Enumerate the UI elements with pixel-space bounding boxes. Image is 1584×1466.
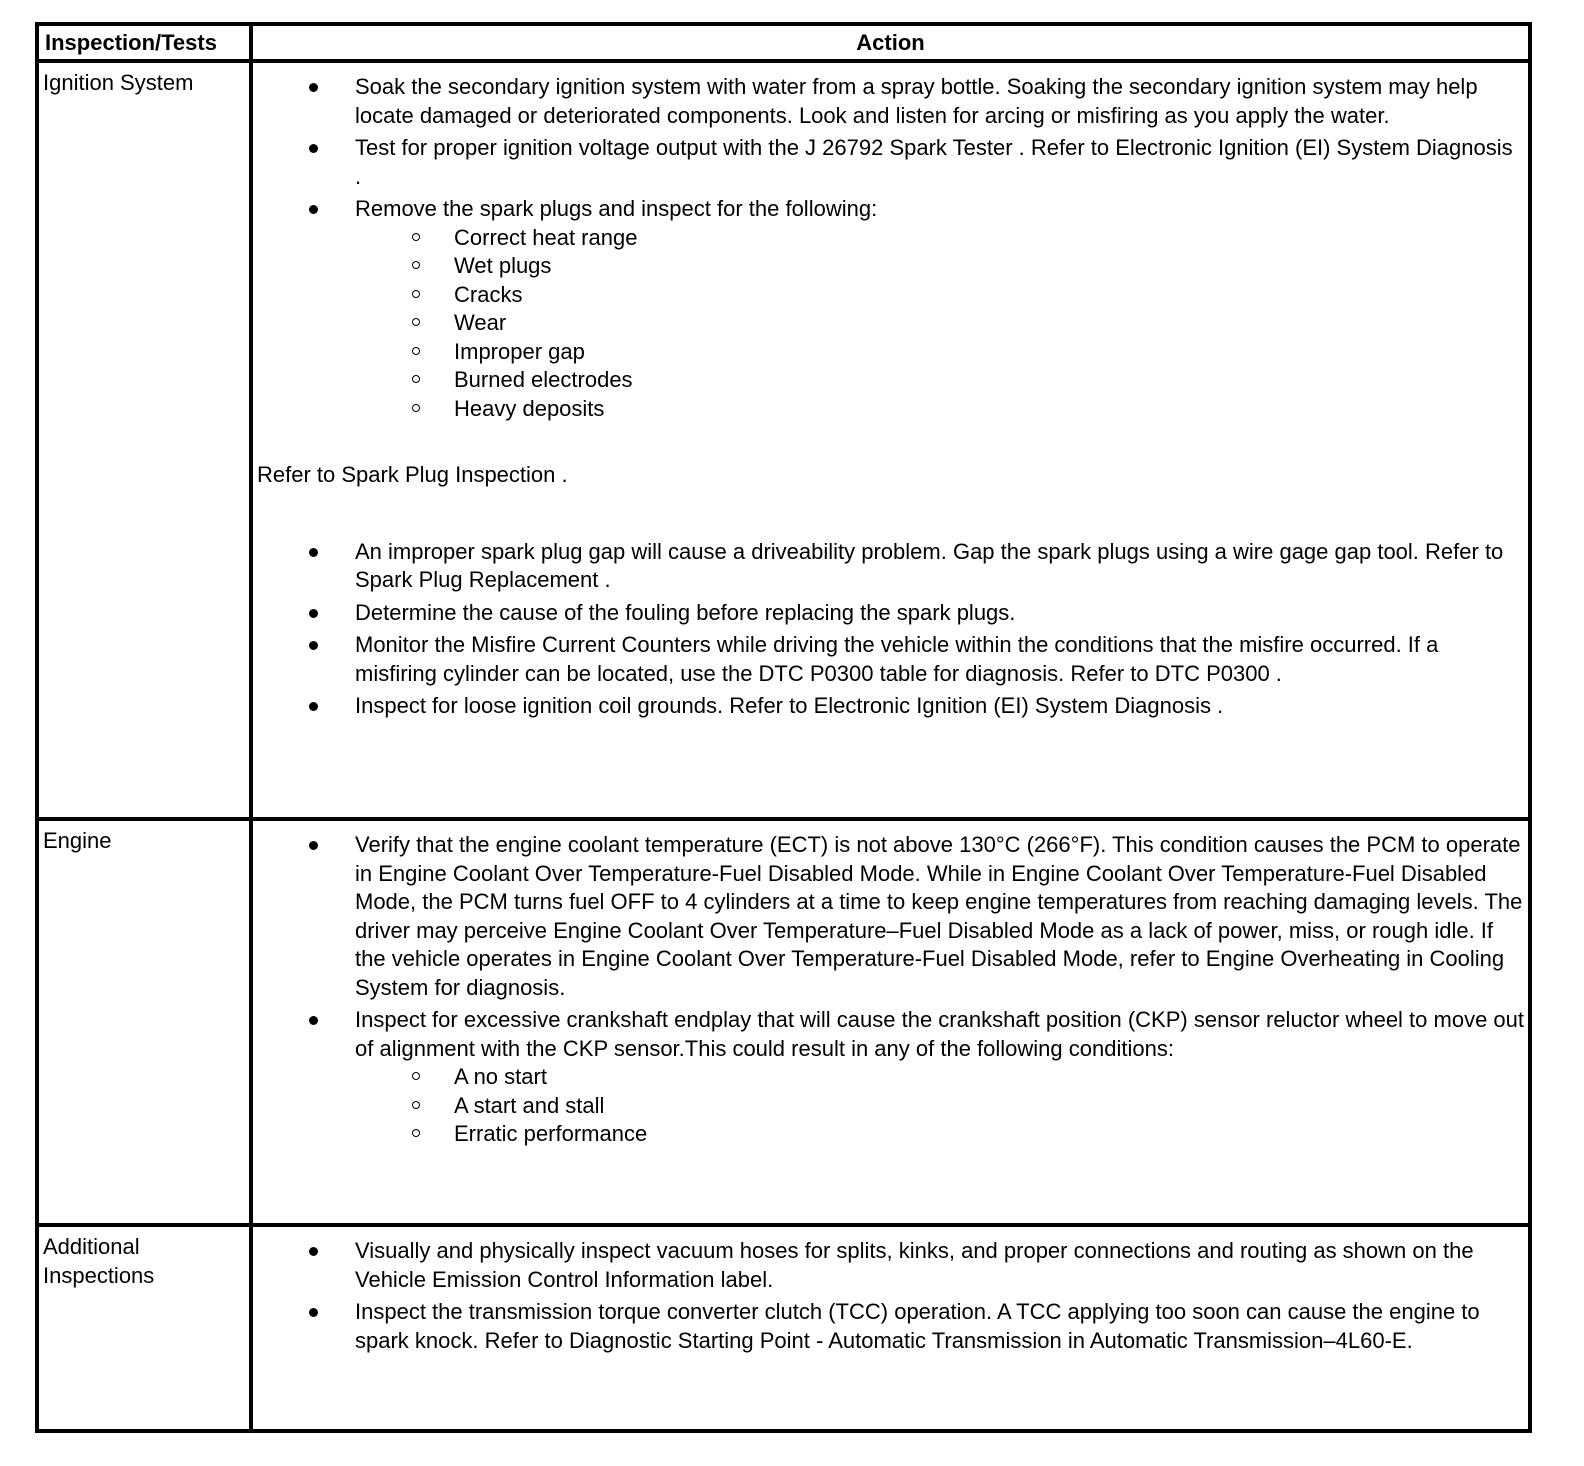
list-item: Inspect for loose ignition coil grounds. Refer to Electronic Ignition (EI) System Diagnosis . bbox=[253, 692, 1524, 721]
bullet-icon bbox=[309, 548, 318, 557]
circle-bullet-icon bbox=[412, 318, 420, 326]
bullet-list bbox=[253, 831, 1524, 1149]
list-item: Inspect the transmission torque converter clutch (TCC) operation. A TCC applying too soon can cause the engine to spark knock. Refer to Diagnostic Starting Point - Automatic Transmission in Automatic Transmission–4L60-E. bbox=[253, 1298, 1524, 1355]
sub-list-item: A start and stall bbox=[355, 1092, 1524, 1121]
category-cell: Additional Inspections bbox=[37, 1225, 251, 1431]
table-row-ignition-system bbox=[37, 61, 1530, 819]
bullet-icon bbox=[309, 841, 318, 850]
list-item: Test for proper ignition voltage output with the J 26792 Spark Tester . Refer to Electronic Ignition (EI) System Diagnosis . bbox=[253, 134, 1524, 191]
bullet-icon bbox=[309, 1247, 318, 1256]
sub-list-item: Burned electrodes bbox=[355, 366, 1524, 395]
bullet-list bbox=[253, 73, 1524, 423]
sub-list-item: Improper gap bbox=[355, 338, 1524, 367]
circle-bullet-icon bbox=[412, 375, 420, 383]
bullet-icon bbox=[309, 205, 318, 214]
list-item: Visually and physically inspect vacuum hoses for splits, kinks, and proper connections and routing as shown on the Vehicle Emission Control Information label. bbox=[253, 1237, 1524, 1294]
sub-list-item: Wet plugs bbox=[355, 252, 1524, 281]
list-item: Monitor the Misfire Current Counters while driving the vehicle within the conditions that the misfire occurred. If a misfiring cylinder can be located, use the DTC P0300 table for diagnosis. Refer to DTC P0300 . bbox=[253, 631, 1524, 688]
bullet-icon bbox=[309, 83, 318, 92]
header-row bbox=[37, 24, 1530, 61]
list-item: Verify that the engine coolant temperature (ECT) is not above 130°C (266°F). This condition causes the PCM to operate in Engine Coolant Over Temperature-Fuel Disabled Mode. While in Engine Coolant Over Temperature-Fuel Disabled Mode, the PCM turns fuel OFF to 4 cylinders at a time to keep engine temperatures from reaching damaging levels. The driver may perceive Engine Coolant Over Temperature–Fuel Disabled Mode as a lack of power, miss, or rough idle. If the vehicle operates in Engine Coolant Over Temperature-Fuel Disabled Mode, refer to Engine Overheating in Cooling System for diagnosis. bbox=[253, 831, 1524, 1002]
bullet-icon bbox=[309, 1308, 318, 1317]
table-row-engine bbox=[37, 819, 1530, 1225]
list-item: Remove the spark plugs and inspect for the following: Correct heat range Wet plugs Cracks Wear Improper gap Burned electrodes Heavy deposits bbox=[253, 195, 1524, 423]
sub-list-item: Heavy deposits bbox=[355, 395, 1524, 424]
circle-bullet-icon bbox=[412, 1101, 420, 1109]
sub-list bbox=[355, 1063, 1524, 1149]
sub-list bbox=[355, 224, 1524, 424]
bullet-icon bbox=[309, 1016, 318, 1025]
circle-bullet-icon bbox=[412, 233, 420, 241]
header-inspection-tests: Inspection/Tests bbox=[37, 24, 251, 61]
bullet-list bbox=[253, 1237, 1524, 1355]
list-item: An improper spark plug gap will cause a driveability problem. Gap the spark plugs using a wire gage gap tool. Refer to Spark Plug Replacement . bbox=[253, 538, 1524, 595]
circle-bullet-icon bbox=[412, 1072, 420, 1080]
action-cell bbox=[251, 61, 1530, 819]
sub-list-item: Correct heat range bbox=[355, 224, 1524, 253]
sub-list-item: Cracks bbox=[355, 281, 1524, 310]
list-item: Soak the secondary ignition system with water from a spray bottle. Soaking the secondary ignition system may help locate damaged or deteriorated components. Look and listen for arcing or misfiring as you apply the water. bbox=[253, 73, 1524, 130]
category-cell: Ignition System bbox=[37, 61, 251, 819]
bullet-icon bbox=[309, 144, 318, 153]
spark-plug-inspection-note: Refer to Spark Plug Inspection . bbox=[257, 462, 568, 487]
action-cell bbox=[251, 819, 1530, 1225]
sub-list-item: A no start bbox=[355, 1063, 1524, 1092]
bullet-icon bbox=[309, 641, 318, 650]
circle-bullet-icon bbox=[412, 261, 420, 269]
list-item: Inspect for excessive crankshaft endplay that will cause the crankshaft position (CKP) sensor reluctor wheel to move out of alignment with the CKP sensor.This could result in any of the following conditions: A no start A start and stall Erratic performance bbox=[253, 1006, 1524, 1149]
sub-list-item: Wear bbox=[355, 309, 1524, 338]
circle-bullet-icon bbox=[412, 347, 420, 355]
list-item: Determine the cause of the fouling before replacing the spark plugs. bbox=[253, 599, 1524, 628]
sub-list-item: Erratic performance bbox=[355, 1120, 1524, 1149]
inspection-tests-table bbox=[35, 22, 1532, 1433]
bullet-icon bbox=[309, 702, 318, 711]
circle-bullet-icon bbox=[412, 290, 420, 298]
table-row-additional-inspections bbox=[37, 1225, 1530, 1431]
category-cell: Engine bbox=[37, 819, 251, 1225]
header-action: Action bbox=[251, 24, 1530, 61]
circle-bullet-icon bbox=[412, 1129, 420, 1137]
bullet-icon bbox=[309, 609, 318, 618]
bullet-list bbox=[253, 538, 1524, 721]
circle-bullet-icon bbox=[412, 404, 420, 412]
action-cell bbox=[251, 1225, 1530, 1431]
